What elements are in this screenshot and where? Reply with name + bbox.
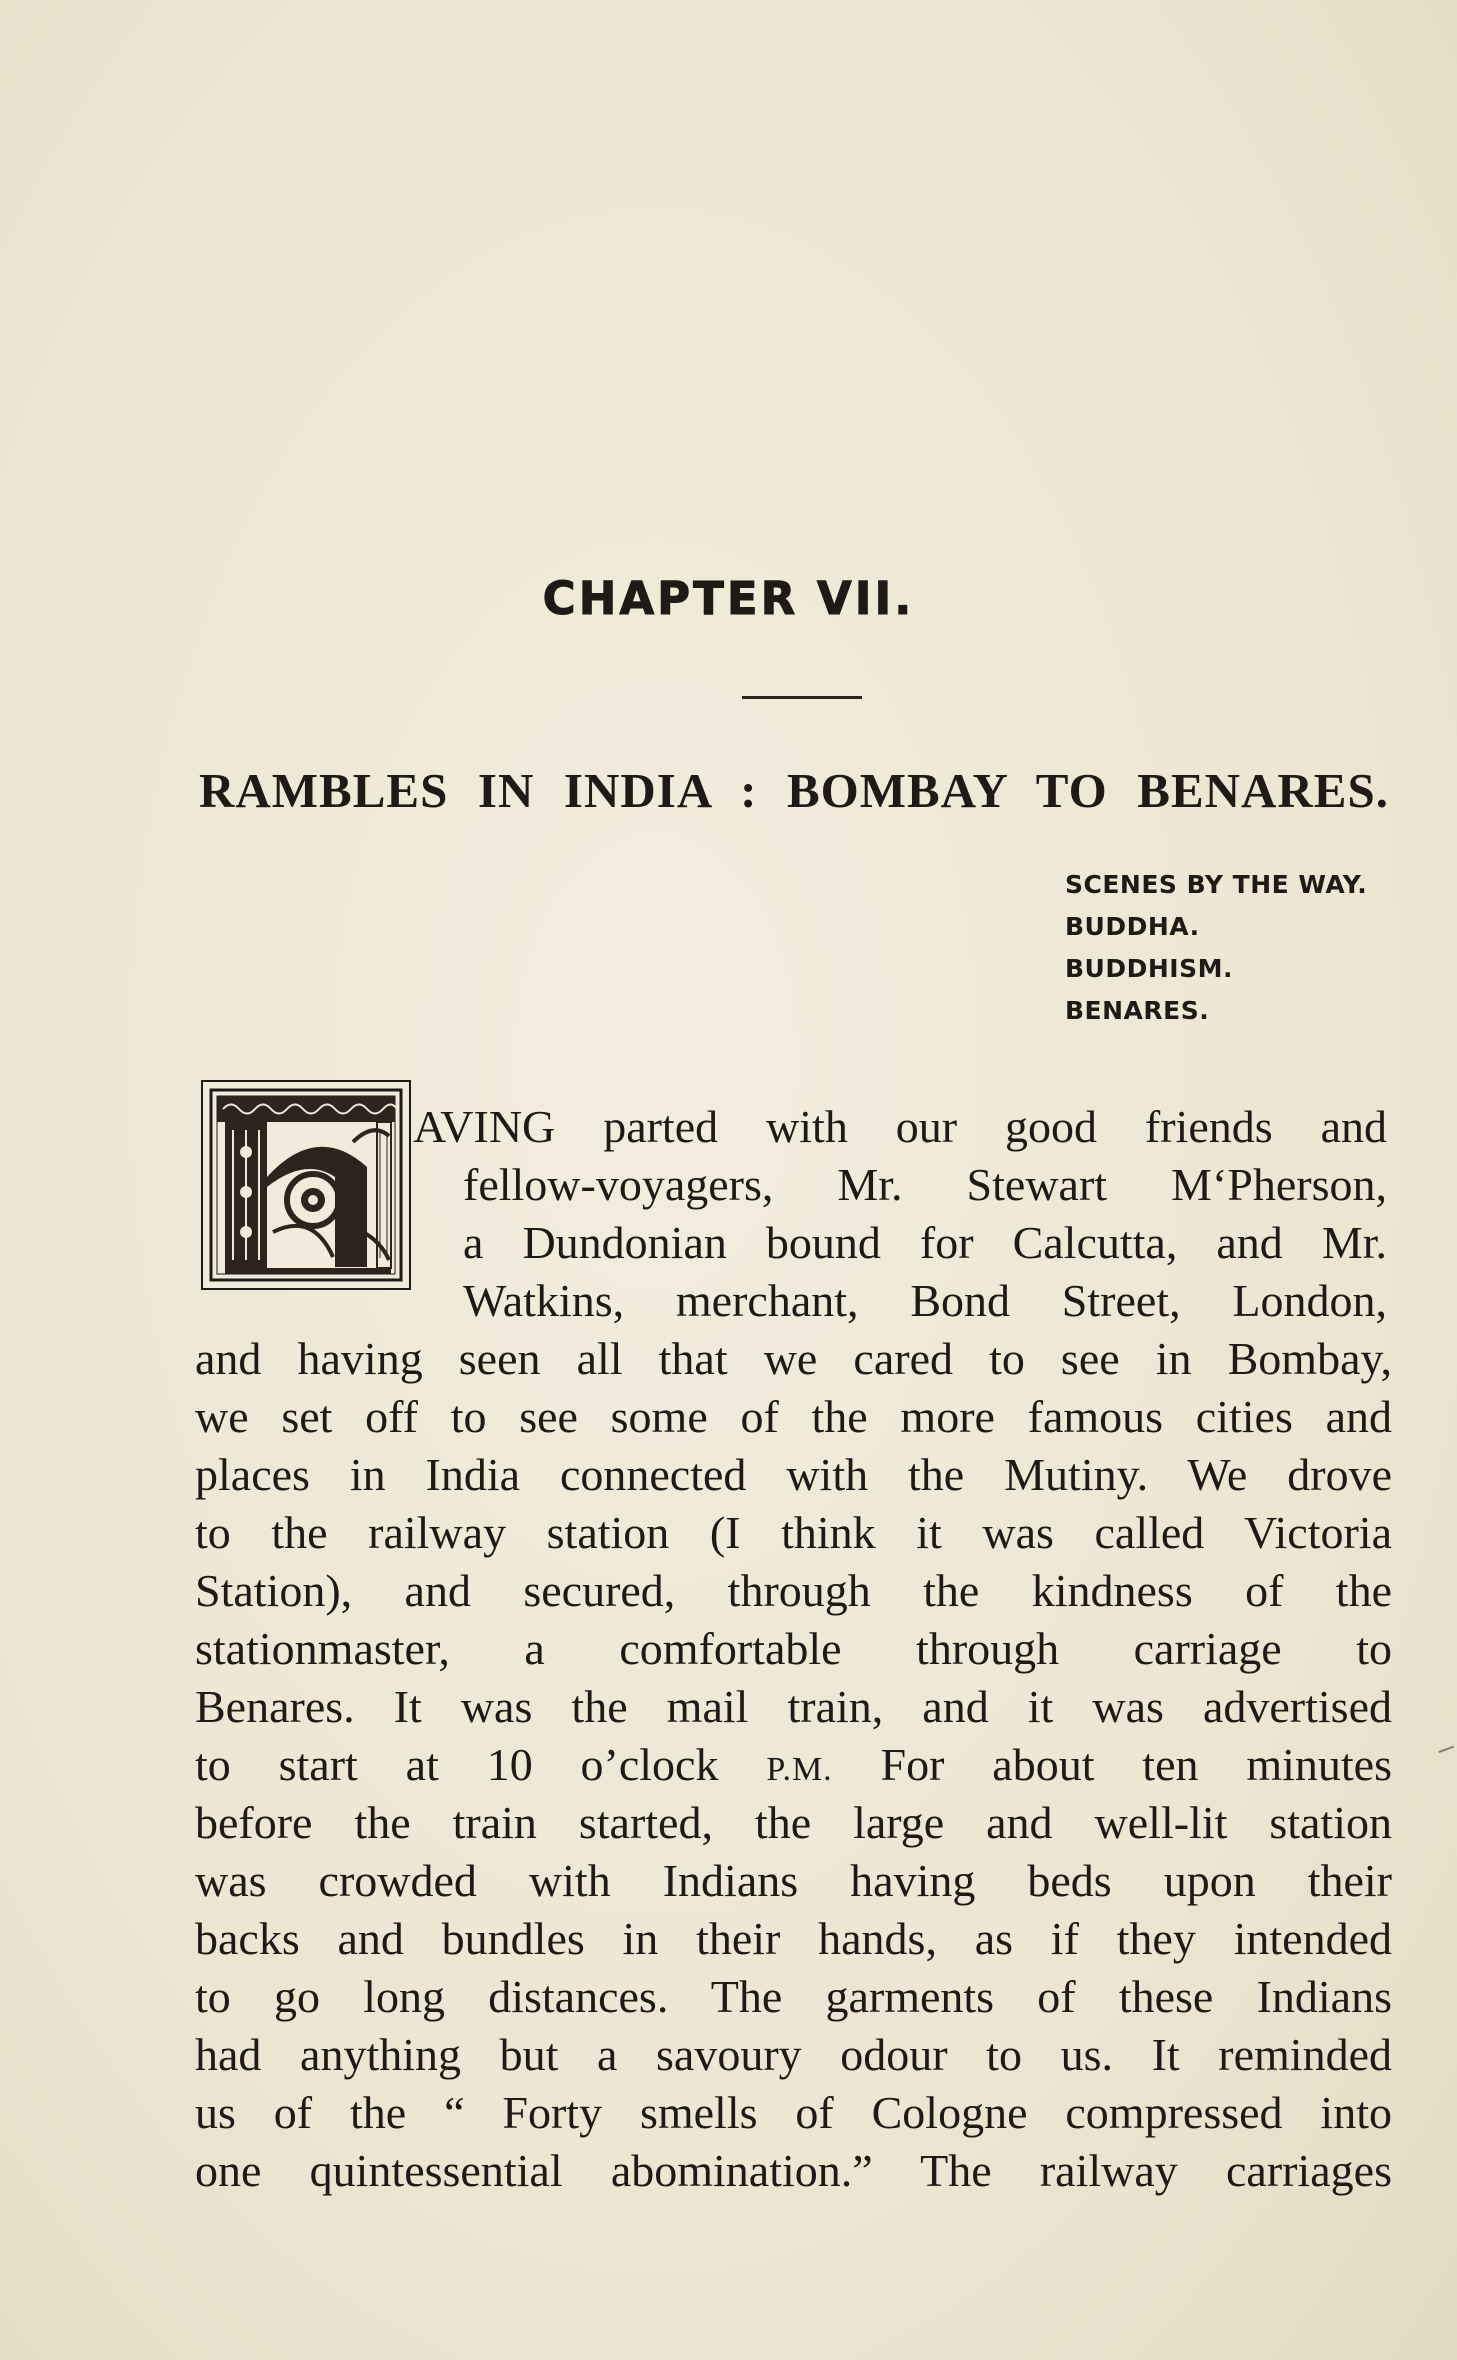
text-segment: to start at 10 o’clock [195,1739,719,1790]
text-line: places in India connected with the Mutiny. We drove [195,1449,1392,1500]
text-segment: For about ten minutes [880,1739,1393,1790]
text-line: Watkins, merchant, Bond Street, London, [463,1275,1387,1326]
text-line: Benares. It was the mail train, and it was advertised [195,1681,1392,1732]
topic-item: SCENES BY THE WAY. [1065,870,1368,899]
text-line: Station), and secured, through the kindness of the [195,1565,1392,1616]
text-line: stationmaster, a comfortable through carriage to [195,1623,1392,1674]
text-line: fellow-voyagers, Mr. Stewart M‘Pherson, [463,1159,1387,1210]
topic-item: BENARES. [1065,996,1210,1025]
text-line: a Dundonian bound for Calcutta, and Mr. [463,1217,1387,1268]
text-line: us of the “ Forty smells of Cologne compressed into [195,2087,1392,2138]
text-line: we set off to see some of the more famous cities and [195,1391,1392,1442]
chapter-rule [742,696,862,699]
time-abbreviation: P.M. [766,1751,833,1788]
text-line: to the railway station (I think it was called Victoria [195,1507,1392,1558]
topic-item: BUDDHA. [1065,912,1200,941]
chapter-topics [1065,864,1367,1032]
chapter-heading: CHAPTER VII. [542,572,915,625]
text-line: to go long distances. The garments of these Indians [195,1971,1392,2022]
text-line: had anything but a savoury odour to us. It reminded [195,2029,1392,2080]
chapter-title: RAMBLES IN INDIA : BOMBAY TO BENARES. [199,763,1389,818]
ornamental-initial-h-icon [201,1080,411,1290]
text-line: was crowded with Indians having beds upon their [195,1855,1392,1906]
text-line: AVING parted with our good friends and [413,1101,1387,1152]
margin-mark [1438,1746,1457,1763]
text-line: backs and bundles in their hands, as if they intended [195,1913,1392,1964]
text-line: one quintessential abomination.” The railway carriages [195,2145,1392,2196]
text-line [195,1736,1392,1794]
topic-item: BUDDHISM. [1065,954,1233,983]
text-line: and having seen all that we cared to see in Bombay, [195,1333,1392,1384]
text-line: before the train started, the large and well-lit station [195,1797,1392,1848]
